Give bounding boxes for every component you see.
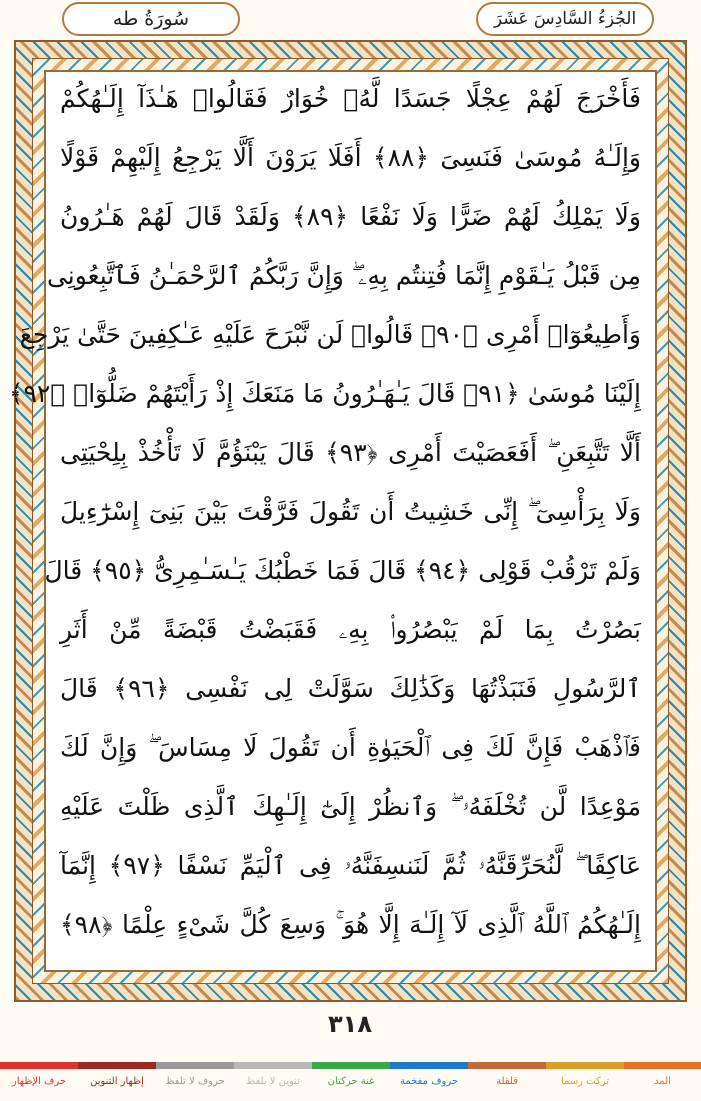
legend-item (546, 1062, 624, 1101)
verse-line: مَوْعِدًا لَّن تُخْلَفَهُۥ ۖ وَٱنظُرْ إِلَىٰٓ إِلَـٰهِكَ ٱلَّذِى ظَلْتَ عَلَيْهِ (60, 792, 641, 821)
verse-line: وَإِلَـٰهُ مُوسَىٰ فَنَسِىَ ﴿٨٨﴾ أَفَلَا يَرَوْنَ أَلَّا يَرْجِعُ إِلَيْهِمْ قَوْلًا (60, 143, 642, 172)
verse-line: وَلَمْ تَرْقُبْ قَوْلِى ﴿٩٤﴾ قَالَ فَمَا خَطْبُكَ يَـٰسَـٰمِرِىُّ ﴿٩٥﴾ قَالَ (44, 556, 641, 585)
legend-label: إظهار التنوين (90, 1076, 144, 1087)
verse-line: وَلَا بِرَأْسِىٓ ۖ إِنِّى خَشِيتُ أَن تَقُولَ فَرَّقْتَ بَيْنَ بَنِىٓ إِسْرَٰٓءِيلَ (60, 497, 641, 526)
legend-label: تنوين لا يلفظ (245, 1076, 301, 1087)
legend-label: حروف مفخمة (399, 1076, 459, 1087)
legend-item (78, 1062, 156, 1101)
legend-label: حرف الإظهار (11, 1076, 67, 1087)
legend-item (234, 1062, 312, 1101)
verse-line: وَأَطِيعُوٓا۟ أَمْرِى ﴿٩٠﴾ قَالُوا۟ لَن نَّبْرَحَ عَلَيْهِ عَـٰكِفِينَ حَتَّىٰ يَرْجِعَ (19, 320, 641, 349)
legend-swatch (624, 1062, 701, 1069)
verse-line: أَلَّا تَتَّبِعَنِ ۖ أَفَعَصَيْتَ أَمْرِى ﴿٩٣﴾ قَالَ يَبْنَؤُمَّ لَا تَأْخُذْ بِلِحْيَتِى (60, 438, 641, 467)
legend-swatch (546, 1062, 624, 1069)
legend-item (312, 1062, 390, 1101)
surah-name-header: سُورَةُ طه (62, 2, 240, 36)
legend-label: تركت رسما (560, 1076, 610, 1087)
tajweed-color-legend (0, 1062, 701, 1101)
legend-item (156, 1062, 234, 1101)
legend-item (624, 1062, 701, 1101)
verse-line: عَاكِفًا ۖ لَّنُحَرِّقَنَّهُۥ ثُمَّ لَنَنسِفَنَّهُۥ فِى ٱلْيَمِّ نَسْفًا ﴿٩٧﴾ إِنَّمَآ (60, 851, 641, 880)
verse-line: مِن قَبْلُ يَـٰقَوْمِ إِنَّمَا فُتِنتُم بِهِۦ ۖ وَإِنَّ رَبَّكُمُ ٱلرَّحْمَـٰنُ فَٱتَّبِعُونِى (46, 261, 641, 290)
verse-line: ٱلرَّسُولِ فَنَبَذْتُهَا وَكَذَٰلِكَ سَوَّلَتْ لِى نَفْسِى ﴿٩٦﴾ قَالَ (60, 674, 641, 703)
verse-line: إِلَيْنَا مُوسَىٰ ﴿٩١﴾ قَالَ يَـٰهَـٰرُونُ مَا مَنَعَكَ إِذْ رَأَيْتَهُمْ ضَلُّوٓا۟ ﴿٩٢﴾ (8, 379, 641, 408)
verse-line: فَٱذْهَبْ فَإِنَّ لَكَ فِى ٱلْحَيَوٰةِ أَن تَقُولَ لَا مِسَاسَ ۖ وَإِنَّ لَكَ (60, 733, 641, 762)
legend-swatch (78, 1062, 156, 1069)
legend-swatch (234, 1062, 312, 1069)
legend-label: المد (654, 1076, 671, 1087)
legend-swatch (0, 1062, 78, 1069)
legend-item (390, 1062, 468, 1101)
verse-line: إِلَـٰهُكُمُ ٱللَّهُ ٱلَّذِى لَآ إِلَـٰهَ إِلَّا هُوَ ۚ وَسِعَ كُلَّ شَىْءٍ عِلْمًا ﴿٩٨﴾ (60, 910, 641, 939)
legend-item (0, 1062, 78, 1101)
legend-swatch (156, 1062, 234, 1069)
verse-line: وَلَا يَمْلِكُ لَهُمْ ضَرًّا وَلَا نَفْعًا ﴿٨٩﴾ وَلَقَدْ قَالَ لَهُمْ هَـٰرُونُ (60, 202, 642, 231)
verse-line: فَأَخْرَجَ لَهُمْ عِجْلًا جَسَدًا لَّهُۥ خُوَارٌ فَقَالُوا۟ هَـٰذَآ إِلَـٰهُكُمْ (60, 84, 641, 113)
legend-swatch (468, 1062, 546, 1069)
legend-swatch (312, 1062, 390, 1069)
legend-swatch (390, 1062, 468, 1069)
page-number: ٣١٨ (328, 1010, 372, 1038)
legend-label: حروف لا تلفظ (165, 1076, 225, 1087)
juz-name-header: الجُزءُ السَّادِسَ عَشَرَ (476, 2, 654, 36)
verse-line: بَصُرْتُ بِمَا لَمْ يَبْصُرُوا۟ بِهِۦ فَقَبَضْتُ قَبْضَةً مِّنْ أَثَرِ (60, 615, 641, 644)
legend-item (468, 1062, 546, 1101)
legend-label: غنة حركتان (327, 1076, 375, 1087)
legend-label: قلقلة (496, 1076, 518, 1087)
